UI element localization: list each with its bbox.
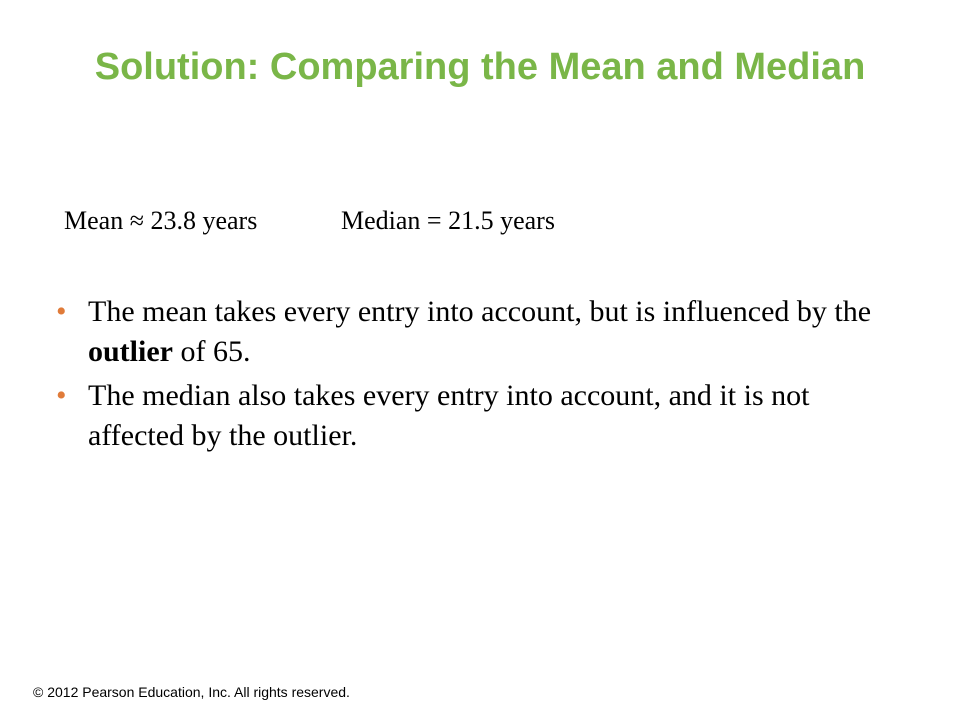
stats-line [64,203,555,239]
bullet-item-mean [56,292,896,372]
bullet-icon: • [56,295,67,328]
bullet-text-before: The mean takes every entry into account, but is influenced by the [88,295,872,328]
bullet-item-median [56,376,896,456]
bullet-icon: • [56,379,67,412]
copyright-footer: © 2012 Pearson Education, Inc. All rights reserved. [33,684,350,700]
mean-value: Mean ≈ 23.8 years [64,206,258,235]
median-value: Median = 21.5 years [341,206,555,235]
bullet-list [56,292,896,460]
bullet-emphasis-outlier: outlier [88,335,173,368]
slide-title: Solution: Comparing the Mean and Median [94,46,866,88]
bullet-text-after: of 65. [172,335,251,368]
bullet-text: The median also takes every entry into account, and it is not affected by the outlier. [88,379,810,452]
